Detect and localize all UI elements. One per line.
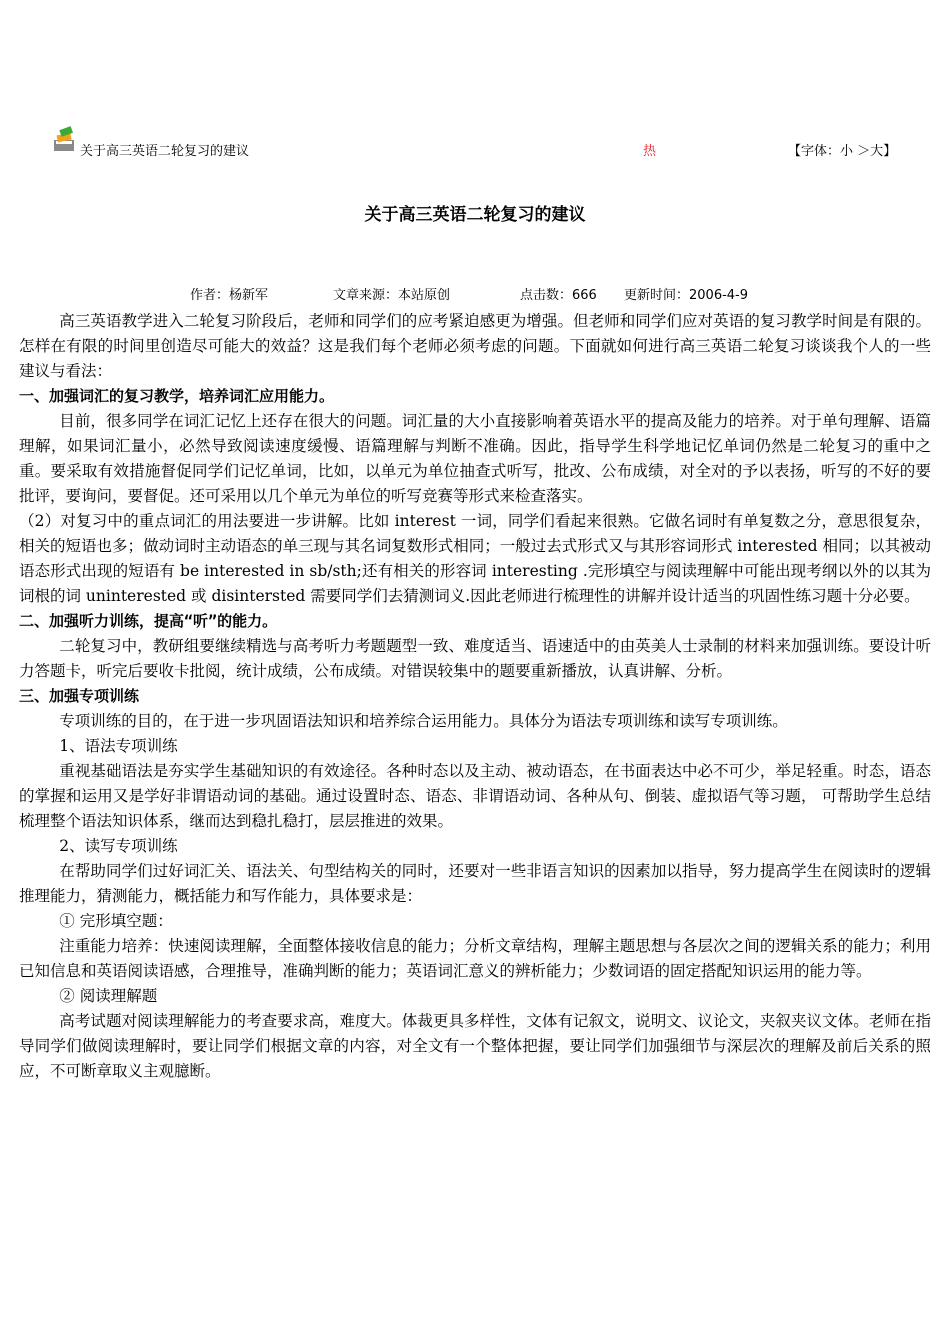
paragraph: 目前，很多同学在词汇记忆上还存在很大的问题。词汇量的大小直接影响着英语水平的提高及能力的培养。对于单句理解、语篇理解，如果词汇量小，必然导致阅读速度缓慢、语篇理解与判断不准确。因此，指导学生科学地记忆单词仍然是二轮复习的重中之重。要采取有效措施督促同学们记忆单词，比如，以单元为单位抽查式听写，批改、公布成绩，对全对的予以表扬，听写的不好的要批评，要询问，要督促。还可采用以几个单元为单位的听写竞赛等形式来检查落实。 <box>19 412 931 505</box>
paragraph: 高考试题对阅读理解能力的考查要求高，难度大。体裁更具多样性，文体有记叙文，说明文、议论文，夹叙夹议文体。老师在指导同学们做阅读理解时，要让同学们根据文章的内容，对全文有一个整体把握，要让同学们加强细节与深层次的理解及前后关系的照应，不可断章取义主观臆断。 <box>19 1012 931 1080</box>
subheading: ① 完形填空题： <box>59 912 173 930</box>
top-article-title[interactable]: 关于高三英语二轮复习的建议 <box>80 144 250 159</box>
paragraph: 二轮复习中，教研组要继续精选与高考听力考题题型一致、难度适当、语速适中的由英美人士录制的材料来加强训练。要设计听力答题卡，听完后要收卡批阅，统计成绩，公布成绩。对错误较集中的题要重新播放，认真讲解、分析。 <box>19 637 931 680</box>
section-heading: 二、加强听力训练，提高“听”的能力。 <box>19 612 278 630</box>
paragraph: 专项训练的目的，在于进一步巩固语法知识和培养综合运用能力。具体分为语法专项训练和读写专项训练。 <box>59 712 788 730</box>
paragraph: 在帮助同学们过好词汇关、语法关、句型结构关的同时，还要对一些非语言知识的因素加以指导，努力提高学生在阅读时的逻辑推理能力，猜测能力，概括能力和写作能力，具体要求是： <box>19 862 931 905</box>
subheading: ② 阅读理解题 <box>59 987 158 1005</box>
font-large-button[interactable]: 大 <box>870 144 884 159</box>
top-bar <box>50 124 910 160</box>
font-size-control <box>788 140 896 159</box>
author: 作者：杨新军 <box>190 288 269 303</box>
section-heading: 三、加强专项训练 <box>19 687 140 705</box>
font-size-suffix: 】 <box>883 144 897 159</box>
click-count-value: 666 <box>572 288 597 303</box>
click-count-label: 点击数： <box>520 288 573 303</box>
update-time-label: 更新时间： <box>624 288 690 303</box>
update-time-value: 2006-4-9 <box>689 288 749 303</box>
click-count <box>520 284 624 303</box>
article-title: 关于高三英语二轮复习的建议 <box>364 205 586 225</box>
article-meta <box>190 284 910 303</box>
source: 文章来源：本站原创 <box>333 288 451 303</box>
paragraph: 重视基础语法是夯实学生基础知识的有效途径。各种时态以及主动、被动语态，在书面表达中必不可少，举足轻重。时态，语态的掌握和运用又是学好非谓语动词的基础。通过设置时态、语态、非谓语动词、各种从句、倒装、虚拟语气等习题， 可帮助学生总结梳理整个语法知识体系，继而达到稳扎稳打，层层推进的效果。 <box>19 762 931 830</box>
section-heading: 一、加强词汇的复习教学，培养词汇应用能力。 <box>19 387 335 405</box>
subheading: 1、语法专项训练 <box>59 737 178 755</box>
font-size-separator: ＞ <box>853 144 871 159</box>
font-small-button[interactable]: 小 <box>840 144 854 159</box>
subheading: 2、读写专项训练 <box>59 837 178 855</box>
font-size-prefix: 【字体： <box>788 144 841 159</box>
update-time <box>624 284 748 303</box>
paragraph: 注重能力培养：快速阅读理解，全面整体接收信息的能力；分析文章结构，理解主题思想与各层次之间的逻辑关系的能力；利用已知信息和英语阅读语感，合理推导，准确判断的能力；英语词汇意义的辨析能力；少数词语的固定搭配知识运用的能力等。 <box>19 937 931 980</box>
paragraph: （2）对复习中的重点词汇的用法要进一步讲解。比如 interest 一词，同学们看起来很熟。它做名词时有单复数之分，意思很复杂，相关的短语也多；做动词时主动语态的单三现与其名词复数形式相同；一般过去式形式又与其形容词形式 interested 相同；以其被动语态形式出现的短语有 be interested in sb/sth;还有相关的形容词 interesting .完形填空与阅读理解中可能出现考纲以外的以其为词根的词 uninterested 或 disintersted 需要同学们去猜测词义.因此老师进行梳理性的讲解并设计适当的巩固性练习题十分必要。 <box>19 512 931 605</box>
article-body <box>19 309 931 1084</box>
paragraph: 高三英语教学进入二轮复习阶段后，老师和同学们的应考紧迫感更为增强。但老师和同学们应对英语的复习教学时间是有限的。怎样在有限的时间里创造尽可能大的效益？这是我们每个老师必须考虑的问题。下面就如何进行高三英语二轮复习谈谈我个人的一些建议与看法： <box>19 312 931 380</box>
book-icon <box>52 126 78 154</box>
hot-badge: 热 <box>643 144 657 159</box>
